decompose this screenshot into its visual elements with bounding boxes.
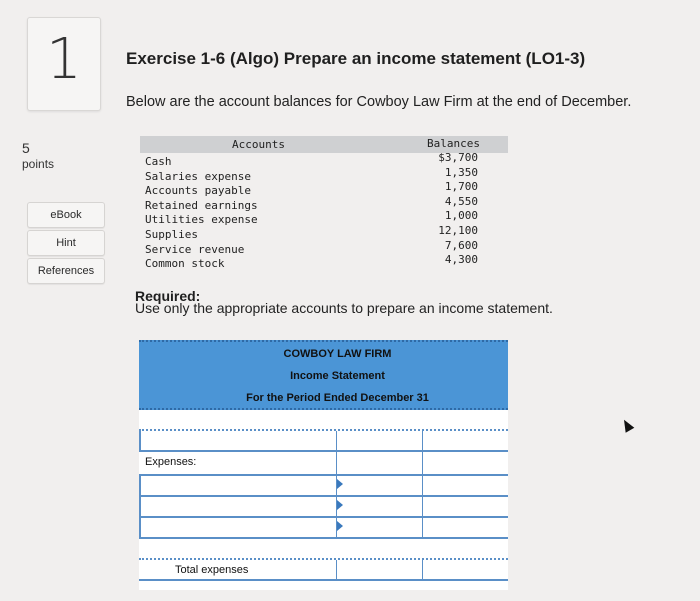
revenue-total-input[interactable] [423,431,508,450]
header-balances: Balances [427,137,480,150]
account-balance: 1,700 [444,180,478,194]
total-expenses-label: Total expenses [175,564,249,576]
expense-amount-input[interactable] [337,497,423,516]
account-name: Accounts payable [145,184,251,198]
exercise-intro: Below are the account balances for Cowboy Law Firm at the end of December. [126,94,632,110]
statement-period: For the Period Ended December 31 [246,392,429,404]
hint-button[interactable]: Hint [27,230,105,256]
ebook-button[interactable]: eBook [27,202,105,228]
total-expenses-cell [139,560,337,579]
mouse-cursor-icon [620,417,635,432]
expense-account-select[interactable] [139,497,337,516]
statement-title: Income Statement [290,370,385,382]
account-name: Service revenue [145,242,245,256]
dropdown-marker-icon [337,521,343,531]
expenses-label-amount [337,452,423,474]
account-name: Supplies [145,227,198,241]
question-number: 1 [46,27,82,92]
references-button[interactable]: References [27,258,105,284]
expenses-label-cell [139,452,337,474]
expense-total-input[interactable] [423,476,508,495]
expenses-label-row [139,452,508,476]
expense-row [139,476,508,497]
expense-total-input[interactable] [423,518,508,537]
statement-header [139,340,508,410]
statement-grid [139,410,508,581]
expense-account-select[interactable] [139,518,337,537]
required-label: Required: [135,288,201,304]
spacer-row [139,410,508,431]
revenue-account-select[interactable] [139,431,337,450]
dropdown-marker-icon [337,500,343,510]
expense-row [139,518,508,539]
account-balance: $3,700 [438,151,478,164]
total-expenses-row [139,560,508,581]
account-balance: 12,100 [438,223,478,237]
expense-total-input[interactable] [423,497,508,516]
company-name: COWBOY LAW FIRM [283,348,392,360]
total-expenses-input[interactable] [423,560,508,579]
expenses-label-total [423,452,508,474]
expense-amount-input[interactable] [337,518,423,537]
account-name: Salaries expense [145,169,251,183]
expense-account-select[interactable] [139,476,337,495]
spacer-row [139,539,508,560]
question-number-box [27,17,101,111]
account-name: Common stock [145,257,225,271]
revenue-amount-input[interactable] [337,431,423,450]
expense-amount-input[interactable] [337,476,423,495]
account-name: Cash [145,155,172,168]
required-text: Use only the appropriate accounts to prepare an income statement. [135,300,553,316]
total-expenses-amount [337,560,423,579]
income-statement-form [139,340,508,590]
header-accounts: Accounts [232,138,285,151]
account-balance: 4,300 [444,253,478,267]
expense-row [139,497,508,518]
account-balances [438,151,478,268]
account-balance: 4,550 [444,194,478,208]
revenue-row [139,431,508,452]
account-name: Utilities expense [145,213,258,227]
exercise-title: Exercise 1-6 (Algo) Prepare an income statement (LO1-3) [126,49,586,68]
account-balance: 1,350 [444,165,478,179]
account-balance: 7,600 [444,238,478,252]
account-balances-table [140,136,508,271]
account-name: Retained earnings [145,198,258,212]
expenses-label: Expenses: [145,456,197,468]
account-names [145,155,258,272]
points-label: points [22,157,55,171]
dropdown-marker-icon [337,479,343,489]
account-balance: 1,000 [444,209,478,223]
points-value: 5 [22,140,30,156]
